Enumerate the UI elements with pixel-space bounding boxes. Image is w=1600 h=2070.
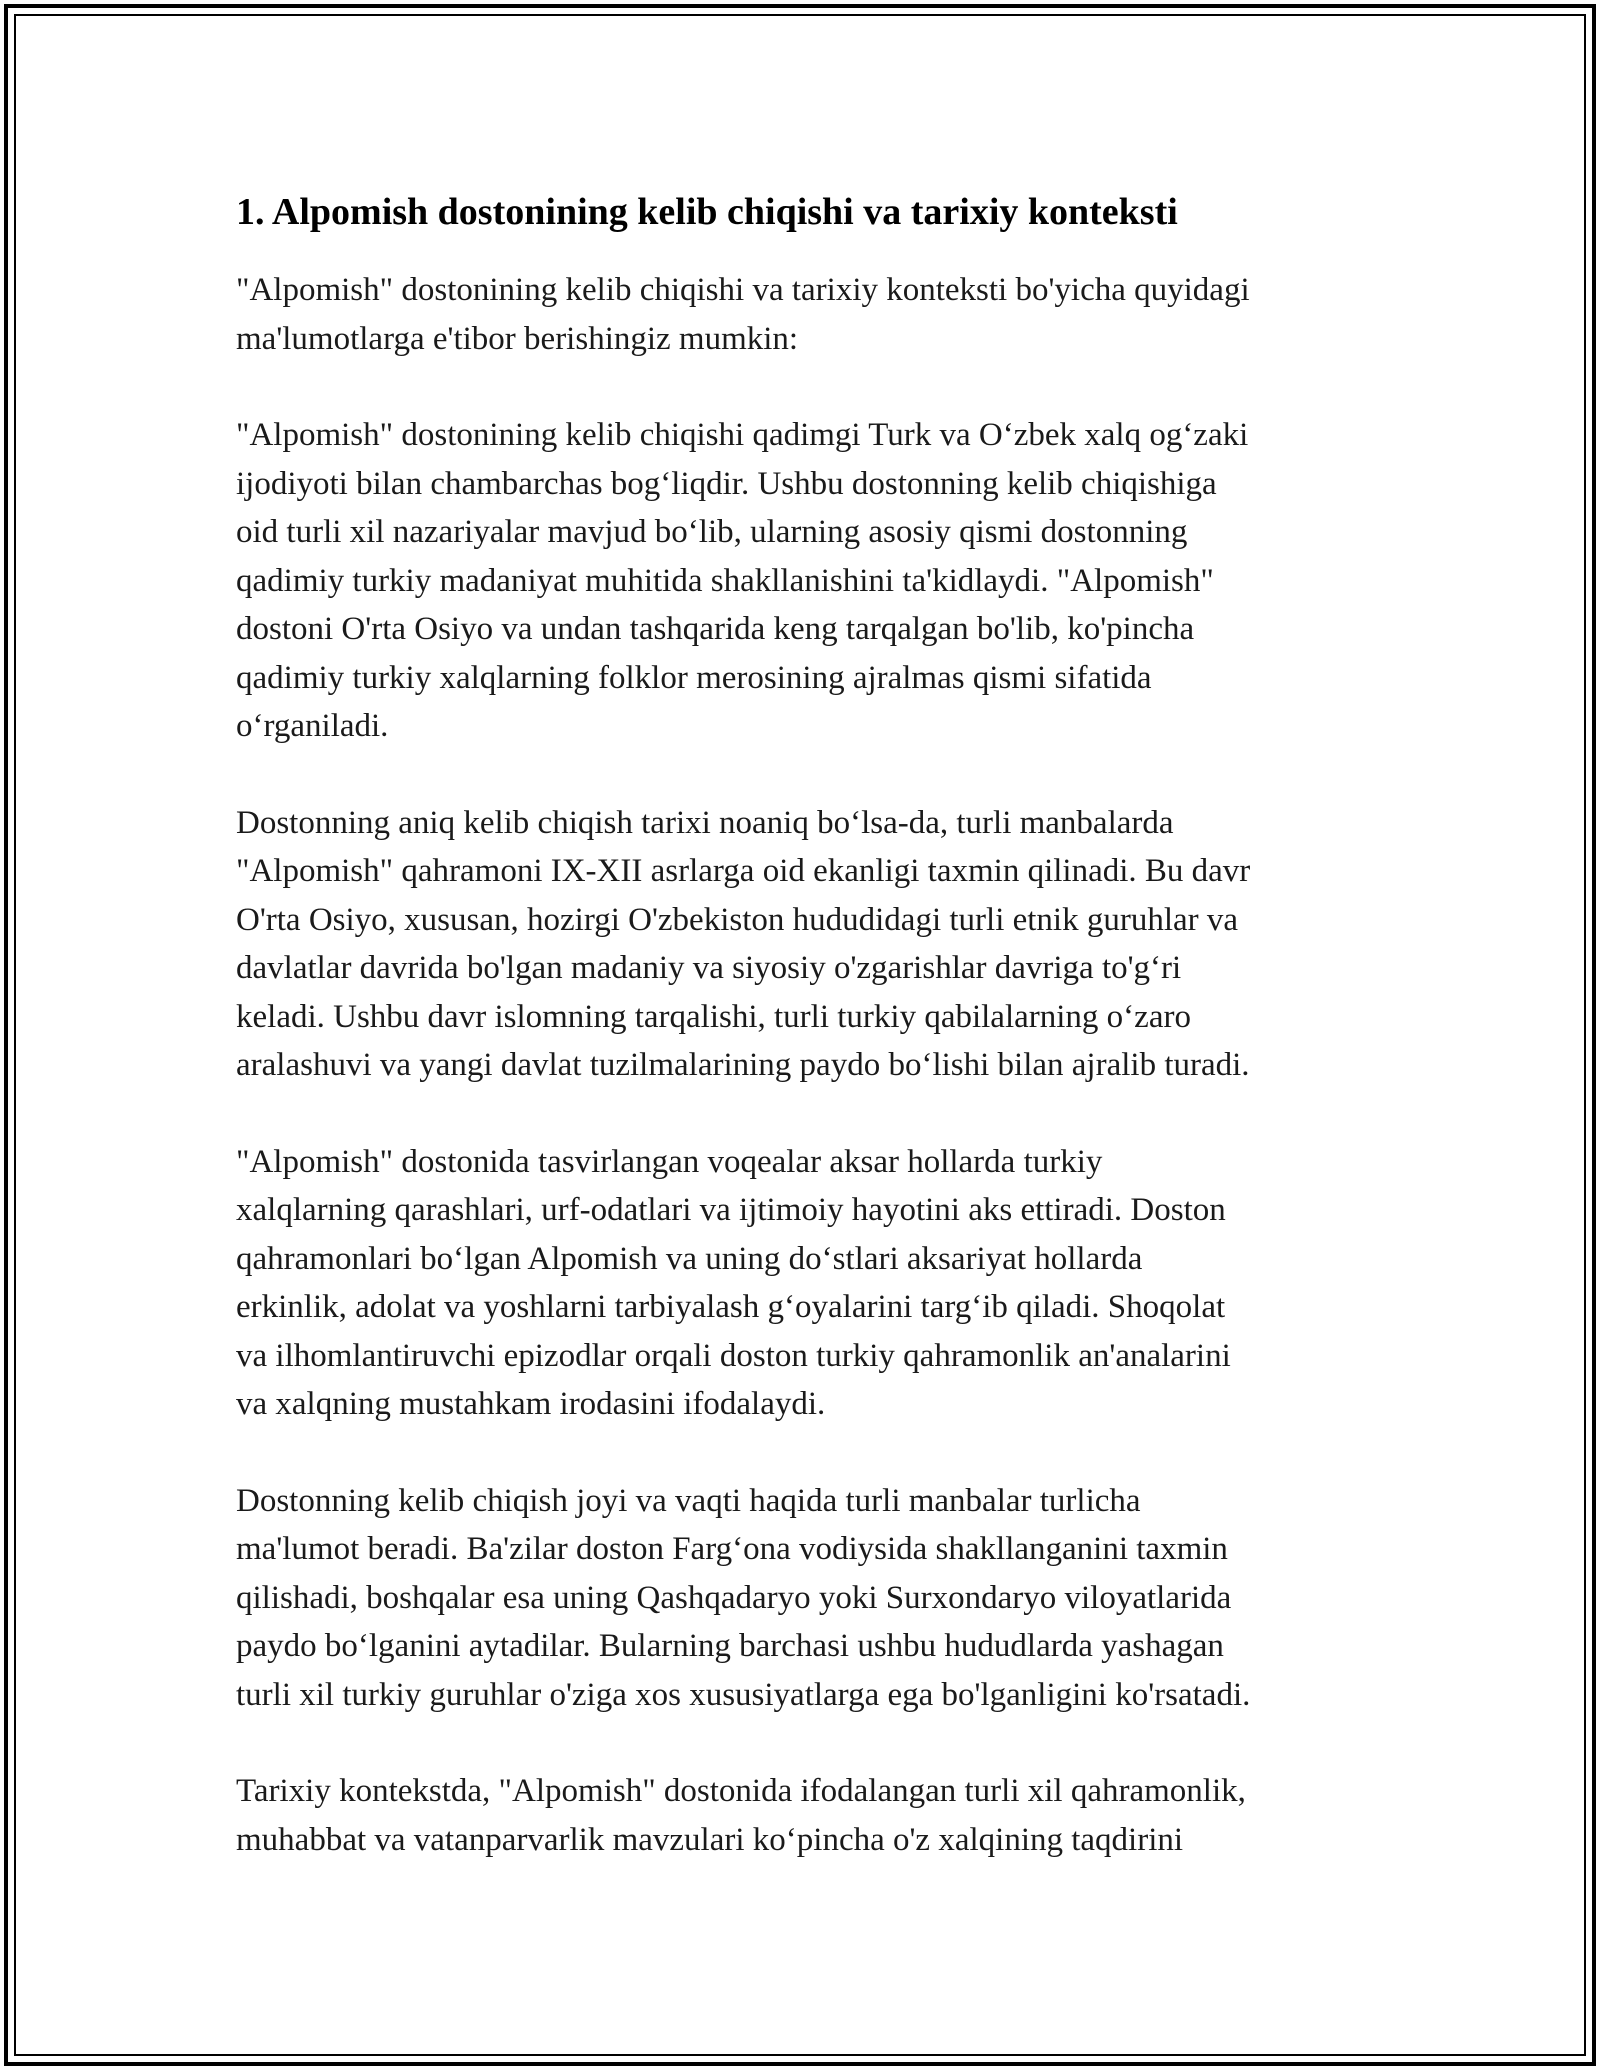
paragraph-places: Dostonning kelib chiqish joyi va vaqti haqida turli manbalar turlicha ma'lumot beradi. Ba'zilar doston Farg‘ona vodiysida shakllanganini taxmin qilishadi, boshqalar esa uning Qashqadaryo yoki Surxondaryo viloyatlarida paydo bo‘lganini aytadilar. Bularning barchasi ushbu hududlarda yashagan turli xil turkiy guruhlar o'ziga xos xususiyatlarga ega bo'lganligini ko'rsatadi. [236, 1482, 1251, 1713]
paragraph-context: Tarixiy kontekstda, "Alpomish" dostonida ifodalangan turli xil qahramonlik, muhabbat va vatanparvarlik mavzulari ko‘pincha o'z xalqining taqdirini [236, 1773, 1246, 1858]
paragraph-themes: "Alpomish" dostonida tasvirlangan voqealar aksar hollarda turkiy xalqlarning qarashlari, urf-odatlari va ijtimoiy hayotini aks ettiradi. Doston qahramonlari bo‘lgan Alpomish va uning do‘stlari aksariyat hollarda erkinlik, adolat va yoshlarni tarbiyalash g‘oyalarini targ‘ib qiladi. Shoqolat va ilhomlantiruvchi epizodlar orqali doston turkiy qahramonlik an'analarini va xalqning mustahkam irodasini ifodalaydi. [236, 1143, 1231, 1422]
paragraph-dating: Dostonning aniq kelib chiqish tarixi noaniq bo‘lsa-da, turli manbalarda "Alpomish" qahramoni IX-XII asrlarga oid ekanligi taxmin qilinadi. Bu davr O'rta Osiyo, xususan, hozirgi O'zbekiston hududidagi turli etnik guruhlar va davlatlar davrida bo'lgan madaniy va siyosiy o'zgarishlar davriga to'g‘ri keladi. Ushbu davr islomning tarqalishi, turli turkiy qabilalarning o‘zaro aralashuvi va yangi davlat tuzilmalarining paydo bo‘lishi bilan ajralib turadi. [236, 804, 1251, 1083]
section-heading: 1. Alpomish dostonining kelib chiqishi va tarixiy konteksti [236, 191, 1178, 233]
paragraph-intro: "Alpomish" dostonining kelib chiqishi va tarixiy konteksti bo'yicha quyidagi ma'lumotlarga e'tibor berishingiz mumkin: [236, 272, 1250, 357]
document-body [236, 186, 1366, 1912]
paragraph-origin: "Alpomish" dostonining kelib chiqishi qadimgi Turk va O‘zbek xalq og‘zaki ijodiyoti bilan chambarchas bog‘liqdir. Ushbu dostonning kelib chiqishiga oid turli xil nazariyalar mavjud bo‘lib, ularning asosiy qismi dostonning qadimiy turkiy madaniyat muhitida shakllanishini ta'kidlaydi. "Alpomish" dostoni O'rta Osiyo va undan tashqarida keng tarqalgan bo'lib, ko'pincha qadimiy turkiy xalqlarning folklor merosining ajralmas qismi sifatida o‘rganiladi. [236, 417, 1249, 744]
